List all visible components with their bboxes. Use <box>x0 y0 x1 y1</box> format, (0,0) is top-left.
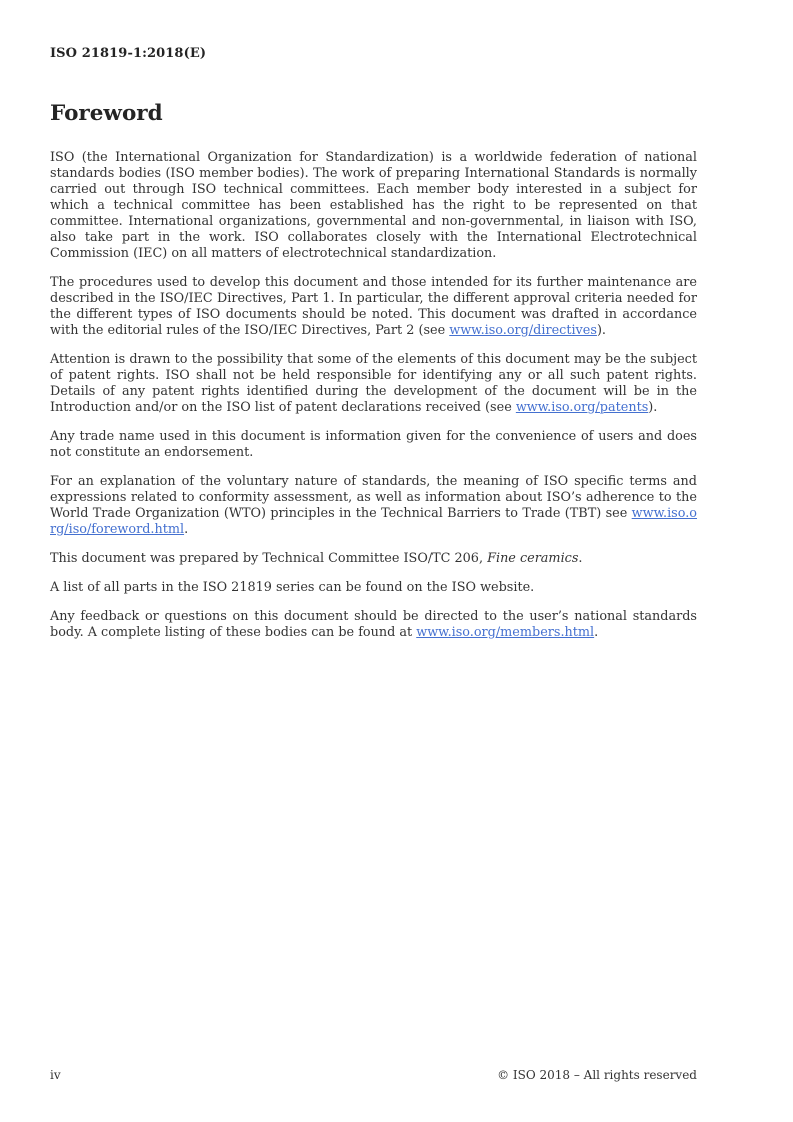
text-run: . <box>594 625 599 640</box>
text-run: ). <box>648 400 658 415</box>
paragraph <box>50 275 697 339</box>
text-run: For an explanation of the voluntary nature of standards, the meaning of ISO specific terms and expressions related to conformity assessment, as well as information about ISO’s adherence to the World Trade Organization (WTO) principles in the Technical Barriers to Trade (TBT) see <box>50 474 697 521</box>
hyperlink[interactable]: www.iso.org/directives <box>449 323 597 338</box>
text-run: Any feedback or questions on this document should be directed to the user’s national standards body. A complete listing of these bodies can be found at <box>50 609 697 640</box>
page-title: Foreword <box>50 101 163 126</box>
text-run: ). <box>596 323 606 338</box>
text-run: Attention is drawn to the possibility that some of the elements of this document may be the subject of patent rights. ISO shall not be held responsible for identifying any or all such patent rights. Details of any patent rights identified during the development of the document will be in the Introduction and/or on the ISO list of patent declarations received (see <box>50 352 697 415</box>
paragraph <box>50 609 697 641</box>
paragraph <box>50 150 697 262</box>
text-run: . <box>184 522 189 537</box>
text-run: . <box>578 551 583 566</box>
italic-text: Fine ceramics <box>487 551 579 566</box>
paragraph <box>50 352 697 416</box>
running-header: ISO 21819-1:2018(E) <box>50 46 207 61</box>
paragraph <box>50 551 697 567</box>
text-run: ISO (the International Organization for Standardization) is a worldwide federation of national standards bodies (ISO member bodies). The work of preparing International Standards is normally carried out through ISO technical committees. Each member body interested in a subject for which a technical committee has been established has the right to be represented on that committee. International organizations, governmental and non-governmental, in liaison with ISO, also take part in the work. ISO collaborates closely with the International Electrotechnical Commission (IEC) on all matters of electrotechnical standardization. <box>50 150 697 261</box>
paragraph <box>50 429 697 461</box>
hyperlink[interactable]: www.iso.org/patents <box>515 400 649 415</box>
text-run: The procedures used to develop this document and those intended for its further maintenance are described in the ISO/IEC Directives, Part 1. In particular, the different approval criteria needed for the different types of ISO documents should be noted. This document was drafted in accordance with the editorial rules of the ISO/IEC Directives, Part 2 (see <box>50 275 697 338</box>
hyperlink[interactable]: www.iso.org/iso/foreword.html <box>50 506 697 537</box>
copyright-notice: © ISO 2018 – All rights reserved <box>497 1068 697 1082</box>
text-run: Any trade name used in this document is information given for the convenience of users and does not constitute an endorsement. <box>50 429 697 460</box>
paragraph <box>50 580 697 596</box>
page-number: iv <box>50 1068 61 1082</box>
text-run: A list of all parts in the ISO 21819 series can be found on the ISO website. <box>50 580 535 595</box>
page-footer <box>50 1068 697 1082</box>
paragraph <box>50 474 697 538</box>
text-run: This document was prepared by Technical Committee ISO/TC 206, <box>50 551 488 566</box>
foreword-body <box>50 150 697 654</box>
hyperlink[interactable]: www.iso.org/members.html <box>416 625 595 640</box>
